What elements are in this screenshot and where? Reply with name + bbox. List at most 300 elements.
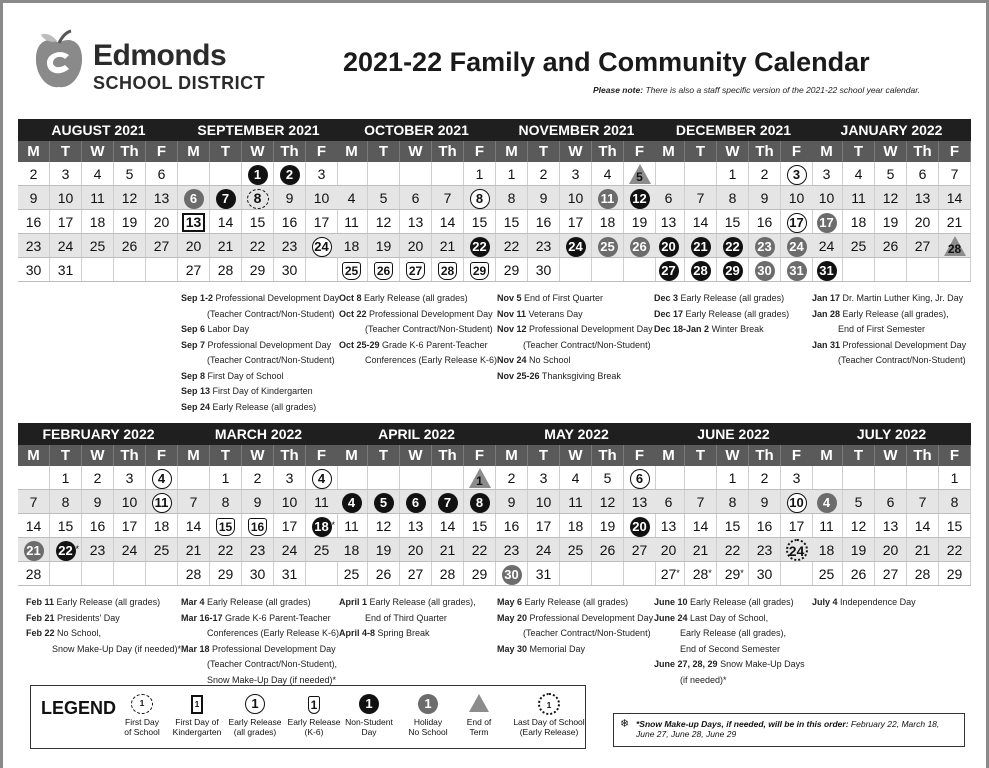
day-cell xyxy=(306,466,338,489)
weekday-label: Th xyxy=(592,445,624,466)
early-release-k6-icon: 26 xyxy=(374,262,393,280)
snow-makeup-note xyxy=(613,713,965,747)
day-cell xyxy=(178,162,210,185)
weekday-label: F xyxy=(939,445,971,466)
note-line: (Teacher Contract/Non-Student) xyxy=(523,628,651,638)
day-number: 5 xyxy=(636,170,643,184)
day-number: 1 xyxy=(476,474,483,488)
day-cell xyxy=(685,258,717,281)
day-cell xyxy=(592,258,624,281)
day-cell: 24 xyxy=(114,538,146,561)
day-cell: 6 xyxy=(875,490,907,513)
early-release-icon: 10 xyxy=(787,493,807,513)
note-line: June 27, 28, 29 Snow Make-Up Days xyxy=(654,659,805,669)
day-cell xyxy=(368,258,400,281)
day-cell: 21 xyxy=(178,538,210,561)
day-cell: 21 xyxy=(432,538,464,561)
day-cell: 15 xyxy=(496,210,528,233)
kindergarten-first-day-icon: 13 xyxy=(182,213,206,232)
week-row xyxy=(811,186,971,210)
notes-mar xyxy=(181,595,339,688)
day-cell: 16 xyxy=(749,514,781,537)
note-line: April 1 Early Release (all grades), xyxy=(339,597,476,607)
day-cell xyxy=(560,562,592,585)
holiday-icon: 24 xyxy=(787,237,807,257)
legend-item: 1 First Day of Kindergarten xyxy=(169,692,225,737)
early-release-k6-icon: 28 xyxy=(438,262,457,280)
day-cell: 7 xyxy=(685,490,717,513)
note-line: Sep 8 First Day of School xyxy=(181,370,284,381)
day-cell xyxy=(306,258,338,281)
legend-title: LEGEND xyxy=(41,698,117,718)
day-cell: 14 xyxy=(432,210,464,233)
day-cell xyxy=(781,210,813,233)
day-cell: 5 xyxy=(843,490,875,513)
weekday-label: Th xyxy=(114,141,146,162)
week-row xyxy=(336,490,496,514)
day-cell: 25 xyxy=(82,234,114,257)
day-cell: 16 xyxy=(274,210,306,233)
notes-nov xyxy=(497,291,653,384)
day-cell: 8 xyxy=(717,186,749,209)
weekday-label: W xyxy=(717,445,749,466)
day-cell: 9 xyxy=(82,490,114,513)
day-cell: 19 xyxy=(368,234,400,257)
note-line: May 20 Professional Development Day xyxy=(497,612,654,623)
day-cell: 16 xyxy=(82,514,114,537)
week-row xyxy=(18,234,178,258)
day-cell: 20 xyxy=(907,210,939,233)
month-header: JUNE 2022 xyxy=(653,423,813,445)
weekday-label: T xyxy=(843,445,875,466)
week-row xyxy=(18,466,178,490)
note-line: (Teacher Contract/Non-Student) xyxy=(365,324,493,334)
early-release-icon: 11 xyxy=(152,493,172,513)
day-cell xyxy=(400,162,432,185)
day-cell: 22 xyxy=(464,538,496,561)
week-row xyxy=(653,258,813,282)
week-row xyxy=(496,466,656,490)
early-release-k6-icon: 29 xyxy=(470,262,489,280)
last-day-icon: 1 xyxy=(509,692,589,714)
weekday-label: F xyxy=(146,141,178,162)
note-line: Conferences (Early Release K-6) xyxy=(365,355,498,365)
legend-item: 1 First Day of School xyxy=(117,692,167,737)
day-cell xyxy=(781,490,813,513)
day-cell: 29 * xyxy=(717,562,749,585)
non-student-day-icon: 2 xyxy=(280,165,300,185)
early-release-icon: 8 xyxy=(470,189,490,209)
day-cell: 27 xyxy=(178,258,210,281)
day-cell xyxy=(496,562,528,585)
weekday-header-row xyxy=(496,141,656,162)
weekday-label: Th xyxy=(749,141,781,162)
day-cell: 13 xyxy=(624,490,656,513)
weekday-label: F xyxy=(146,445,178,466)
weekday-label: Th xyxy=(114,445,146,466)
week-row xyxy=(653,514,813,538)
day-cell xyxy=(146,490,178,513)
day-cell: 13 xyxy=(400,514,432,537)
day-cell: 6 xyxy=(653,186,685,209)
early-release-icon: 6 xyxy=(630,469,650,489)
day-cell: 13 xyxy=(875,514,907,537)
note-line: Conferences (Early Release K-6) xyxy=(207,628,340,638)
day-cell xyxy=(368,162,400,185)
day-cell: 25 xyxy=(146,538,178,561)
day-cell: 23 xyxy=(18,234,50,257)
note-line: Jan 31 Professional Development Day xyxy=(812,339,967,350)
notes-may xyxy=(497,595,653,657)
note-line: June 24 Last Day of School, xyxy=(654,612,769,623)
day-cell: 24 xyxy=(528,538,560,561)
day-cell: 25 xyxy=(560,538,592,561)
day-cell: 23 xyxy=(749,538,781,561)
day-cell: 30 xyxy=(18,258,50,281)
weekday-label: M xyxy=(811,445,843,466)
note-line: Oct 22 Professional Development Day xyxy=(339,308,493,319)
holiday-icon: 23 xyxy=(755,237,775,257)
early-release-k6-icon: 1 xyxy=(287,692,341,714)
day-cell xyxy=(653,466,685,489)
weekday-label: T xyxy=(368,445,400,466)
weekday-label: T xyxy=(368,141,400,162)
week-row xyxy=(336,210,496,234)
day-cell: 27 xyxy=(875,562,907,585)
day-cell: 19 xyxy=(114,210,146,233)
note-line: Dec 18-Jan 2 Winter Break xyxy=(654,324,764,334)
non-student-day-icon: 22 xyxy=(723,237,743,257)
day-cell: 18 xyxy=(336,234,368,257)
holiday-icon: 26 xyxy=(630,237,650,257)
weekday-label: M xyxy=(653,141,685,162)
day-cell: 4 xyxy=(560,466,592,489)
weekday-label: Th xyxy=(592,141,624,162)
day-cell: 21 xyxy=(939,210,971,233)
day-cell xyxy=(432,490,464,513)
weekday-label: M xyxy=(496,141,528,162)
day-cell: 22 xyxy=(717,538,749,561)
day-cell xyxy=(306,234,338,257)
early-release-icon: 4 xyxy=(312,469,332,489)
day-cell xyxy=(400,258,432,281)
weekday-label: F xyxy=(624,445,656,466)
day-cell: 1 xyxy=(717,466,749,489)
week-row xyxy=(178,538,338,562)
day-cell: 20 xyxy=(146,210,178,233)
notes-sep xyxy=(181,291,339,415)
non-student-day-icon: 8 xyxy=(470,493,490,513)
notes-apr xyxy=(339,595,476,642)
day-number: 28 xyxy=(947,242,962,256)
note-line: (Teacher Contract/Non-Student), xyxy=(207,659,338,669)
day-cell xyxy=(592,186,624,209)
week-row xyxy=(496,514,656,538)
day-cell: 19 xyxy=(592,514,624,537)
day-cell xyxy=(592,562,624,585)
week-row xyxy=(811,562,971,586)
day-cell: 15 xyxy=(242,210,274,233)
day-cell xyxy=(178,210,210,233)
weekday-label: M xyxy=(178,445,210,466)
week-row xyxy=(336,538,496,562)
note-line: Jan 28 Early Release (all grades), xyxy=(812,308,949,319)
day-cell: 11 xyxy=(336,210,368,233)
day-cell: 14 xyxy=(907,514,939,537)
weekday-label: T xyxy=(685,141,717,162)
non-student-day-icon: 5 xyxy=(374,493,394,513)
note-line: Dec 3 Early Release (all grades) xyxy=(654,293,785,303)
month-december-2021 xyxy=(653,119,813,282)
early-release-icon: 3 xyxy=(787,165,807,185)
note-line: End of Third Quarter xyxy=(365,612,447,623)
note-line: (if needed)* xyxy=(680,674,727,685)
day-cell: 29 xyxy=(496,258,528,281)
day-cell xyxy=(875,466,907,489)
month-january-2022 xyxy=(811,119,971,282)
month-header: JANUARY 2022 xyxy=(811,119,971,141)
day-cell: 27 xyxy=(146,234,178,257)
snow-makeup-star: * xyxy=(331,520,336,530)
month-july-2022 xyxy=(811,423,971,586)
weekday-label: M xyxy=(336,141,368,162)
weekday-label: W xyxy=(82,445,114,466)
weekday-header-row xyxy=(336,141,496,162)
day-cell xyxy=(336,258,368,281)
day-cell: 29 xyxy=(242,258,274,281)
note-line: End of First Semester xyxy=(838,324,926,334)
note-line: Nov 11 Veterans Day xyxy=(497,308,583,319)
note-line: June 10 Early Release (all grades) xyxy=(654,597,794,607)
early-release-k6-icon: 27 xyxy=(406,262,425,280)
day-cell: 3 xyxy=(781,466,813,489)
week-row xyxy=(336,234,496,258)
day-cell xyxy=(624,234,656,257)
day-cell xyxy=(400,490,432,513)
note-line: Nov 12 Professional Development Day xyxy=(497,324,653,334)
day-cell xyxy=(368,466,400,489)
non-student-day-icon: 28 xyxy=(691,261,711,281)
day-cell: 3 xyxy=(560,162,592,185)
day-cell xyxy=(432,162,464,185)
week-row xyxy=(336,186,496,210)
note-line: (Teacher Contract/Non-Student) xyxy=(523,339,651,350)
early-release-icon: 24 xyxy=(312,237,332,257)
day-cell: 27 xyxy=(624,538,656,561)
week-row xyxy=(496,562,656,586)
day-cell: 26 xyxy=(875,234,907,257)
notes-feb xyxy=(26,595,181,657)
day-cell: 5 xyxy=(592,466,624,489)
week-row xyxy=(811,466,971,490)
day-cell xyxy=(560,234,592,257)
day-cell: 2 xyxy=(749,466,781,489)
weekday-label: W xyxy=(560,445,592,466)
day-cell xyxy=(18,538,50,561)
snow-makeup-star: * xyxy=(676,568,680,578)
day-cell: 6 xyxy=(653,490,685,513)
day-cell: 25 xyxy=(843,234,875,257)
day-cell xyxy=(624,466,656,489)
day-cell xyxy=(178,466,210,489)
non-student-day-icon: 18 xyxy=(312,517,332,537)
day-cell xyxy=(781,562,813,585)
weekday-label: M xyxy=(653,445,685,466)
day-cell xyxy=(592,234,624,257)
weekday-label: Th xyxy=(432,141,464,162)
day-cell: 18 xyxy=(560,514,592,537)
week-row xyxy=(811,490,971,514)
early-release-icon: 17 xyxy=(787,213,807,233)
week-row xyxy=(653,562,813,586)
note-line: Mar 18 Professional Development Day xyxy=(181,643,336,654)
day-cell: 30 xyxy=(274,258,306,281)
day-cell: 17 xyxy=(50,210,82,233)
week-row xyxy=(178,210,338,234)
legend-item: End of Term xyxy=(459,692,499,737)
month-june-2022 xyxy=(653,423,813,586)
weekday-label: Th xyxy=(274,141,306,162)
week-row xyxy=(18,210,178,234)
week-row xyxy=(653,162,813,186)
day-cell: 1 xyxy=(210,466,242,489)
day-cell: 15 xyxy=(464,210,496,233)
day-cell: 21 xyxy=(685,538,717,561)
note-line: Oct 25-29 Grade K-6 Parent-Teacher xyxy=(339,339,488,350)
week-row xyxy=(18,562,178,586)
day-cell: 9 xyxy=(528,186,560,209)
weekday-label: M xyxy=(178,141,210,162)
day-cell: 17 xyxy=(560,210,592,233)
day-cell: 31 xyxy=(50,258,82,281)
week-row xyxy=(178,258,338,282)
day-cell xyxy=(653,234,685,257)
day-cell xyxy=(685,162,717,185)
day-cell xyxy=(843,466,875,489)
legend-item: 1 Last Day of School (Early Release) xyxy=(509,692,589,737)
week-row xyxy=(653,210,813,234)
notes-jan xyxy=(812,291,966,369)
note-line: April 4-8 Spring Break xyxy=(339,628,430,638)
note-line: Sep 13 First Day of Kindergarten xyxy=(181,386,313,396)
day-cell: 28 xyxy=(432,562,464,585)
day-cell: 10 xyxy=(306,186,338,209)
day-cell xyxy=(50,538,82,561)
day-cell xyxy=(242,514,274,537)
week-row xyxy=(496,186,656,210)
note-line: Early Release (all grades), xyxy=(680,628,787,638)
day-cell xyxy=(336,162,368,185)
weekday-label: F xyxy=(939,141,971,162)
day-cell: 16 xyxy=(749,210,781,233)
weekday-label: F xyxy=(781,445,813,466)
day-cell: 24 xyxy=(274,538,306,561)
day-cell xyxy=(464,258,496,281)
day-cell: 1 xyxy=(496,162,528,185)
month-header: OCTOBER 2021 xyxy=(336,119,496,141)
note-line: Feb 22 No School, xyxy=(26,628,102,638)
day-cell: 9 xyxy=(242,490,274,513)
day-cell: 8 xyxy=(210,490,242,513)
day-cell xyxy=(875,258,907,281)
note-line: Nov 24 No School xyxy=(497,355,571,365)
week-row xyxy=(178,562,338,586)
weekday-header-row xyxy=(18,445,178,466)
day-cell: 2 xyxy=(496,466,528,489)
holiday-icon: 30 xyxy=(502,565,522,585)
week-row xyxy=(811,210,971,234)
day-cell: 23 xyxy=(242,538,274,561)
day-cell: 11 xyxy=(560,490,592,513)
day-cell: 1 xyxy=(717,162,749,185)
day-cell: 5 xyxy=(368,186,400,209)
day-cell xyxy=(749,234,781,257)
day-cell: 26 xyxy=(114,234,146,257)
day-cell xyxy=(82,562,114,585)
day-cell: 31 xyxy=(528,562,560,585)
note-line: Sep 6 Labor Day xyxy=(181,324,250,334)
day-cell: 19 xyxy=(624,210,656,233)
day-cell xyxy=(146,562,178,585)
day-cell: 3 xyxy=(50,162,82,185)
weekday-label: F xyxy=(781,141,813,162)
day-cell: 5 xyxy=(875,162,907,185)
non-student-day-icon: 31 xyxy=(817,261,837,281)
legend xyxy=(30,685,586,749)
day-cell: 9 xyxy=(274,186,306,209)
day-cell: 2 xyxy=(749,162,781,185)
day-cell: 12 xyxy=(875,186,907,209)
note-line: Feb 11 Early Release (all grades) xyxy=(26,597,161,607)
day-cell: 10 xyxy=(528,490,560,513)
month-header: FEBRUARY 2022 xyxy=(18,423,178,445)
notes-jun xyxy=(654,595,805,688)
day-cell: 18 xyxy=(82,210,114,233)
day-cell: 7 xyxy=(178,490,210,513)
weekday-label: T xyxy=(528,141,560,162)
day-cell: 3 xyxy=(528,466,560,489)
day-cell xyxy=(781,234,813,257)
note-line: Jan 17 Dr. Martin Luther King, Jr. Day xyxy=(812,293,964,303)
day-cell xyxy=(653,162,685,185)
day-cell xyxy=(624,186,656,209)
note-line: Feb 21 Presidents' Day xyxy=(26,612,120,623)
notes-jul xyxy=(812,595,916,611)
day-cell xyxy=(306,562,338,585)
day-cell: 15 xyxy=(717,210,749,233)
month-november-2021 xyxy=(496,119,656,282)
page-title: 2021-22 Family and Community Calendar xyxy=(343,47,870,77)
week-row xyxy=(811,258,971,282)
day-cell: 13 xyxy=(653,514,685,537)
day-cell: 1 xyxy=(50,466,82,489)
day-cell: 20 xyxy=(875,538,907,561)
day-cell: 10 xyxy=(50,186,82,209)
day-cell: 2 xyxy=(82,466,114,489)
day-cell: 9 xyxy=(496,490,528,513)
day-cell: 12 xyxy=(843,514,875,537)
day-cell: 4 xyxy=(82,162,114,185)
day-cell xyxy=(749,258,781,281)
note-line: Sep 7 Professional Development Day xyxy=(181,339,332,350)
day-cell: 31 xyxy=(274,562,306,585)
day-cell xyxy=(210,514,242,537)
day-cell: 14 xyxy=(939,186,971,209)
note-line: Oct 8 Early Release (all grades) xyxy=(339,293,468,303)
month-header: JULY 2022 xyxy=(811,423,971,445)
day-cell: 4 xyxy=(843,162,875,185)
day-cell: 22 xyxy=(939,538,971,561)
